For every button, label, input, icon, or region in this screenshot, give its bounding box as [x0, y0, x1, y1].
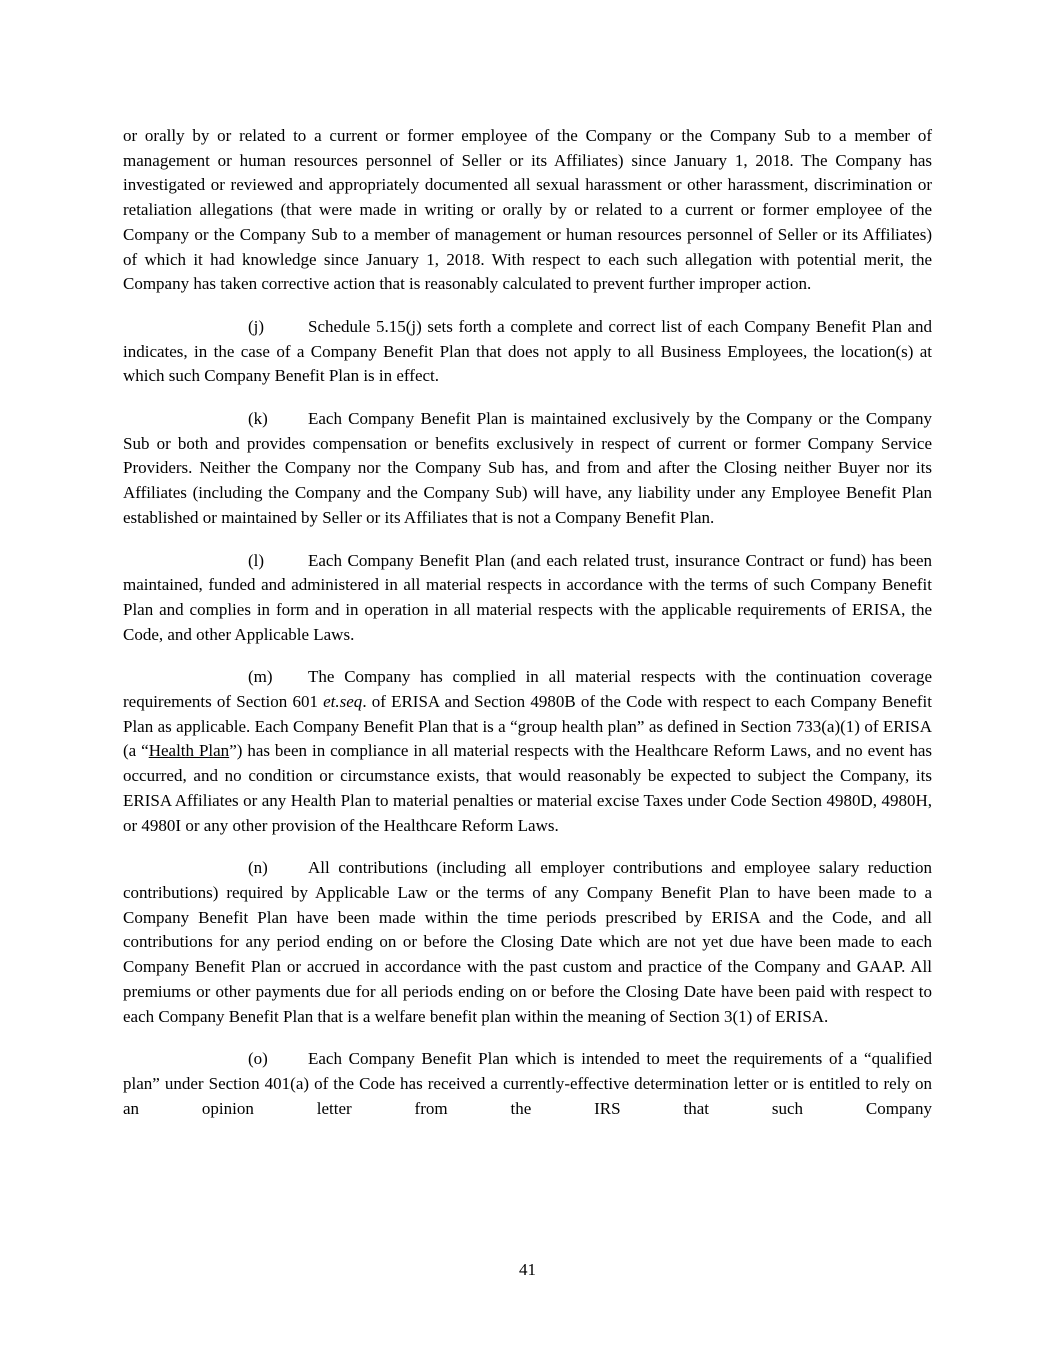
- paragraph-text: Each Company Benefit Plan which is intended to meet the requirements of a “qualified plan” under Section 401(a) of the Code has received a currently-effective determination letter or is entitled to rely on an opinion letter from the IRS that such Company: [123, 1049, 932, 1118]
- paragraph-marker: (m): [248, 667, 273, 687]
- paragraph-marker: (o): [248, 1049, 268, 1069]
- paragraph-k: [123, 407, 932, 531]
- paragraph-m: [123, 665, 932, 838]
- latin-term-et-seq: et.seq: [323, 692, 363, 712]
- paragraph-text: ”) has been in compliance in all material respects with the Healthcare Reform Laws, and no event has occurred, and no condition or circumstance exists, that would reasonably be expected to subject the Company, its ERISA Affiliates or any Health Plan to material penalties or material excise Taxes under Code Section 4980D, 4980H, or 4980I or any other provision of the Healthcare Reform Laws.: [123, 741, 932, 835]
- paragraph-j: [123, 315, 932, 389]
- defined-term-health-plan: Health Plan: [148, 741, 230, 761]
- paragraph-text: Schedule 5.15(j) sets forth a complete and correct list of each Company Benefit Plan and indicates, in the case of a Company Benefit Plan that does not apply to all Business Employees, the location(s) at which such Company Benefit Plan is in effect.: [123, 316, 932, 386]
- paragraph-marker: (l): [248, 550, 265, 570]
- paragraph-text: The Company has complied in all material respects with the continuation coverage requirements of Section 601: [123, 667, 932, 712]
- paragraph-marker: (k): [248, 409, 268, 429]
- paragraph-marker: (j): [248, 316, 265, 336]
- paragraph-text: . of ERISA and Section 4980B of the Code with respect to each Company Benefit Plan as applicable. Each Company Benefit Plan that is a “group health plan” as defined in Section 733(a)(1) of ERISA (a “: [123, 692, 932, 761]
- paragraph-o: [123, 1047, 932, 1121]
- paragraph-l: [123, 549, 932, 648]
- page-number: 41: [519, 1260, 536, 1279]
- paragraph-marker: (n): [248, 858, 268, 878]
- paragraph-text: All contributions (including all employer contributions and employee salary reduction contributions) required by Applicable Law or the terms of any Company Benefit Plan to have been made to a Company Benefit Plan have been made within the time periods prescribed by ERISA and the Code, and all contributions for any period ending on or before the Closing Date which are not yet due have been made to each Company Benefit Plan or accrued in accordance with the past custom and practice of the Company and GAAP. All premiums or other payments due for all periods ending on or before the Closing Date have been paid with respect to each Company Benefit Plan that is a welfare benefit plan within the meaning of Section 3(1) of ERISA.: [123, 858, 932, 1026]
- paragraph-text: or orally by or related to a current or former employee of the Company or the Company Sub to a member of management or human resources personnel of Seller or its Affiliates) since January 1, 2018. The Company has investigated or reviewed and appropriately documented all sexual harassment or other harassment, discrimination or retaliation allegations (that were made in writing or orally by or related to a current or former employee of the Company or the Company Sub to a member of management or human resources personnel of Seller or its Affiliates) of which it had knowledge since January 1, 2018. With respect to each such allegation with potential merit, the Company has taken corrective action that is reasonably calculated to prevent further improper action.: [123, 126, 932, 294]
- paragraph-text: Each Company Benefit Plan is maintained exclusively by the Company or the Company Sub or both and provides compensation or benefits exclusively in respect of current or former Company Service Providers. Neither the Company nor the Company Sub has, and from and after the Closing neither Buyer nor its Affiliates (including the Company and the Company Sub) will have, any liability under any Employee Benefit Plan established or maintained by Seller or its Affiliates that is not a Company Benefit Plan.: [123, 409, 932, 527]
- paragraph-n: [123, 856, 932, 1029]
- paragraph-text: Each Company Benefit Plan (and each related trust, insurance Contract or fund) has been maintained, funded and administered in all material respects in accordance with the terms of such Company Benefit Plan and complies in form and in operation in all material respects with the applicable requirements of ERISA, the Code, and other Applicable Laws.: [123, 550, 932, 644]
- paragraph-continuation: [123, 124, 932, 297]
